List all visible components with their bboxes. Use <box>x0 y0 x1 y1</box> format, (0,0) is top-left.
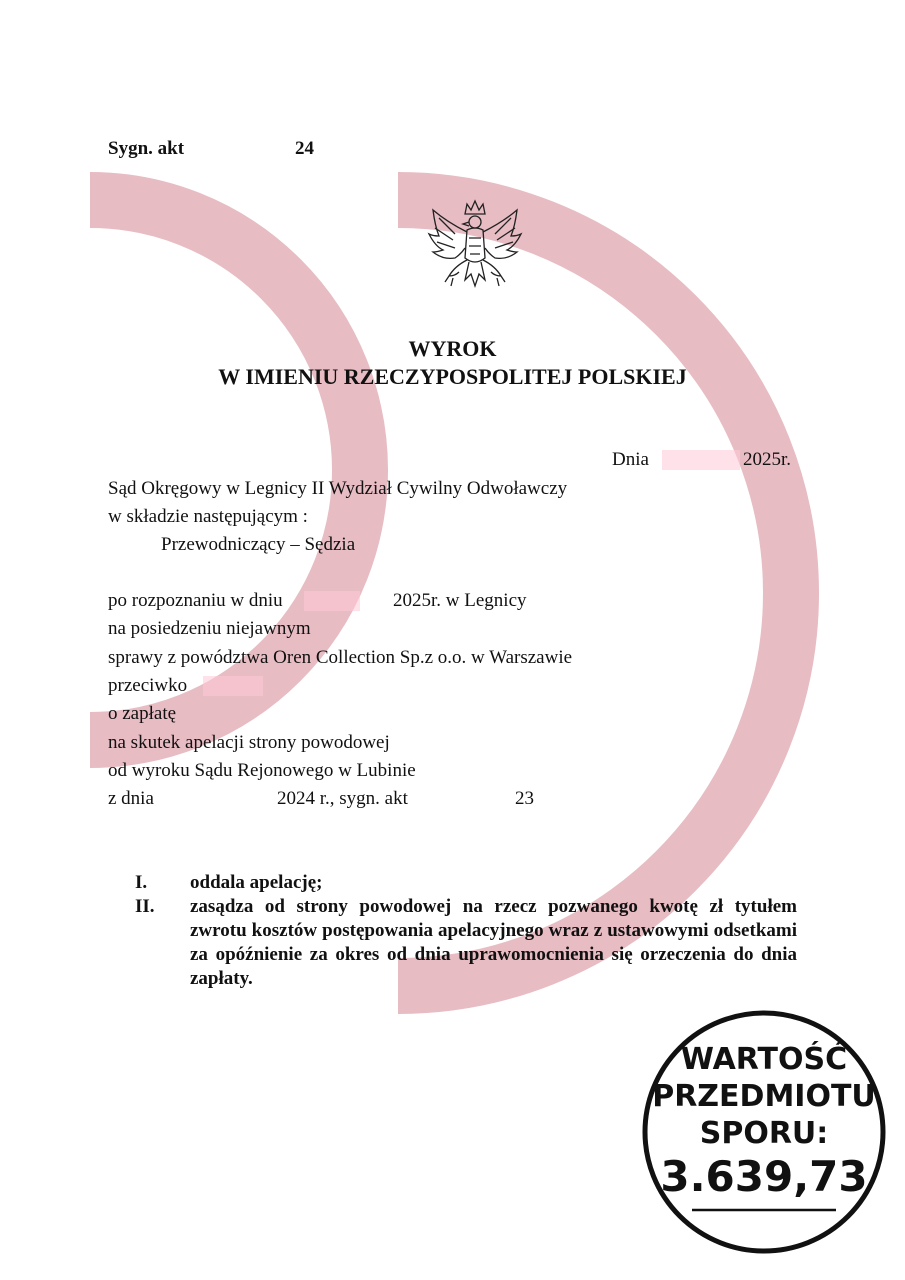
polish-eagle-emblem-icon <box>425 196 525 304</box>
appeal-basis: na skutek apelacji strony powodowej <box>108 732 390 753</box>
plaintiff-line: sprawy z powództwa Oren Collection Sp.z o.o. w Warszawie <box>108 647 573 668</box>
court-composition-label: w składzie następującym : <box>108 506 308 527</box>
lower-court-date-prefix: z dnia <box>108 788 154 809</box>
stamp-value: 3.639,73 <box>660 1152 868 1201</box>
verdict-item-2-text: zasądza od strony powodowej na rzecz pozwanego kwotę zł tytułem zwrotu kosztów postępowania apelacyjnego wraz z ustawowymi odsetkami za opóźnienie za okres od dnia uprawomocnienia się orzeczenia do dnia zapłaty. <box>190 896 797 989</box>
defendant-label: przeciwko <box>108 675 188 696</box>
verdict-item-1-number: I. <box>135 872 148 893</box>
date-redaction <box>662 450 740 470</box>
hearing-date-suffix: 2025r. w Legnicy <box>393 590 527 611</box>
date-year: 2025r. <box>743 449 792 470</box>
stamp-line-1: WARTOŚĆ <box>680 1042 848 1077</box>
verdict-item-2-number: II. <box>135 896 155 917</box>
stamp-line-3: SPORU: <box>699 1116 829 1151</box>
stamp-line-2: PRZEDMIOTU <box>652 1079 876 1114</box>
lower-court-signature-number: 23 <box>515 788 534 809</box>
document-subtitle: W IMIENIU RZECZYPOSPOLITEJ POLSKIEJ <box>218 364 687 389</box>
signature-number: 24 <box>295 138 314 159</box>
hearing-date-prefix: po rozpoznaniu w dniu <box>108 590 283 611</box>
document-title: WYROK <box>408 336 497 361</box>
signature-label: Sygn. akt <box>108 138 185 159</box>
date-label: Dnia <box>612 449 649 470</box>
court-name: Sąd Okręgowy w Legnicy II Wydział Cywilny Odwoławczy <box>108 478 568 499</box>
hearing-date-redaction <box>304 591 360 611</box>
verdict-item-1-text: oddala apelację; <box>190 872 323 893</box>
claim-value-stamp <box>640 1008 888 1256</box>
claim-subject: o zapłatę <box>108 703 177 724</box>
lower-court-signature: 2024 r., sygn. akt <box>277 788 408 809</box>
presiding-judge-label: Przewodniczący – Sędzia <box>161 534 356 555</box>
session-type: na posiedzeniu niejawnym <box>108 618 311 639</box>
defendant-redaction <box>203 676 263 696</box>
lower-court: od wyroku Sądu Rejonowego w Lubinie <box>108 760 416 781</box>
